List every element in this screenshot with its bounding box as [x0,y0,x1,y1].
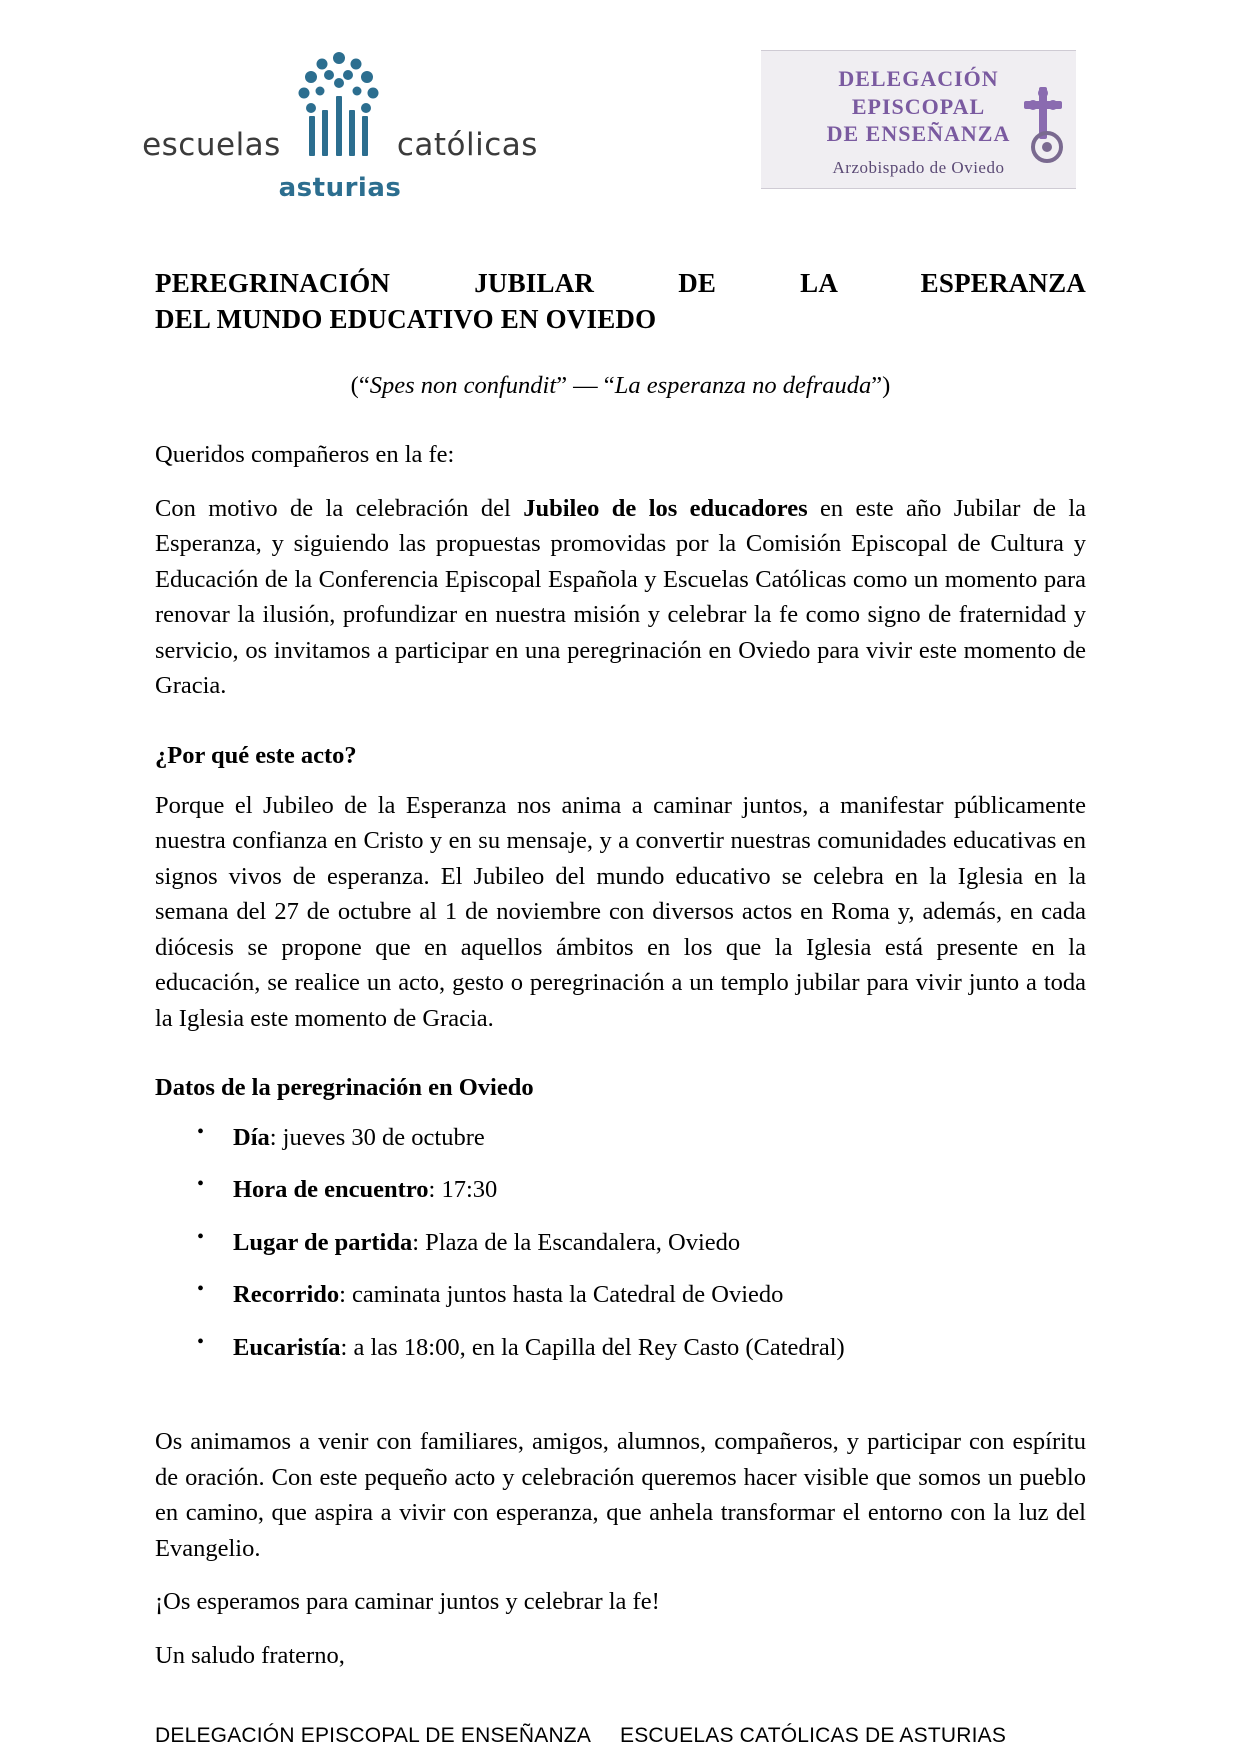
subtitle-latin: Spes non confundit [369,371,557,399]
detail-label: Eucaristía [233,1333,341,1361]
cross-icon [1016,85,1070,172]
detail-value: : 17:30 [428,1176,498,1204]
subtitle-spanish: La esperanza no defrauda [614,371,872,399]
title-line-2: DEL MUNDO EDUCATIVO EN OVIEDO [155,304,657,335]
logo-line-delegacion: DELEGACIÓN EPISCOPAL [838,66,999,119]
detail-label: Día [233,1123,270,1151]
detail-value: : Plaza de la Escandalera, Oviedo [412,1228,741,1256]
logo-line-arzobispado: Arzobispado de Oviedo [832,157,1005,177]
logo-word-catolicas: católicas [396,127,538,163]
list-item [233,1225,1086,1261]
logo-word-escuelas: escuelas [142,127,281,163]
intro-text-part2: en este año Jubilar de la Esperanza, y siguiendo las propuestas promovidas por la Comisión Episcopal de Cultura y Educación de la Conferencia Episcopal Española y Escuelas Católicas como un momento para renovar la ilusión, profundizar en nuestra misión y celebrar la fe como signo de fraternidad y servicio, os invitamos a participar en una peregrinación en Oviedo para vivir este momento de Gracia. [155,494,1087,700]
subtitle-mid: ” — “ [556,371,615,399]
tree-icon [291,50,387,165]
signature-delegacion: DELEGACIÓN EPISCOPAL DE ENSEÑANZA [155,1724,592,1748]
detail-value: : caminata juntos hasta la Catedral de Oviedo [339,1281,784,1309]
list-item [233,1330,1086,1366]
detail-label: Recorrido [233,1281,340,1309]
spacer [155,1382,1086,1424]
closing-invitation: ¡Os esperamos para caminar juntos y celebrar la fe! [155,1588,660,1616]
subtitle-close: ”) [871,371,891,399]
intro-text-part1: Con motivo de la celebración del [155,494,524,522]
subtitle-open: (“ [350,371,370,399]
closing-farewell: Un saludo fraterno, [155,1641,345,1669]
intro-highlight: Jubileo de los educadores [523,494,808,522]
closing-paragraph: Os animamos a venir con familiares, amigos, alumnos, compañeros, y participar con espíritu de oración. Con este pequeño acto y celebración queremos hacer visible que somos un pueblo en camino, que aspira a vivir con esperanza, que anhela transformar el entorno con la luz del Evangelio. [155,1428,1086,1562]
section-heading-data: Datos de la peregrinación en Oviedo [155,1074,534,1102]
section-why-paragraph: Porque el Jubileo de la Esperanza nos anima a caminar juntos, a manifestar públicamente nuestra confianza en Cristo y en su mensaje, y a convertir nuestras comunidades educativas en signos vivos de esperanza. El Jubileo del mundo educativo se celebra en la Iglesia en la semana del 27 de octubre al 1 de noviembre con diversos actos en Roma y, además, en cada diócesis se propone que en aquellos ámbitos en los que la Iglesia está presente en la educación, se realice un acto, gesto o peregrinación a un templo jubilar para vivir junto a toda la Iglesia este momento de Gracia. [155,791,1086,1032]
detail-value: : a las 18:00, en la Capilla del Rey Casto (Catedral) [340,1333,845,1361]
greeting-line: Queridos compañeros en la fe: [155,441,455,469]
signature-escuelas: ESCUELAS CATÓLICAS DE ASTURIAS [620,1724,1007,1748]
detail-label: Lugar de partida [233,1228,413,1256]
document-body [155,265,1086,1752]
logo-delegacion-episcopal [761,50,1076,189]
detail-label: Hora de encuentro [233,1176,429,1204]
intro-paragraph [155,491,1086,704]
list-item [233,1172,1086,1208]
logo-word-asturias: asturias [278,173,402,203]
page-title [155,265,1086,338]
list-item [233,1120,1086,1156]
document-header [142,0,1086,203]
logo-line-ensenanza: DE ENSEÑANZA [826,121,1011,146]
signature-block [155,1721,1086,1751]
document-subtitle [155,368,1086,404]
logo-escuelas-catolicas [142,50,538,203]
list-item [233,1277,1086,1313]
detail-value: : jueves 30 de octubre [269,1123,485,1151]
title-line-1: PEREGRINACIÓN JUBILAR DE LA ESPERANZA [155,268,1086,298]
pilgrimage-details-list [155,1120,1086,1366]
section-heading-why: ¿Por qué este acto? [155,742,357,769]
